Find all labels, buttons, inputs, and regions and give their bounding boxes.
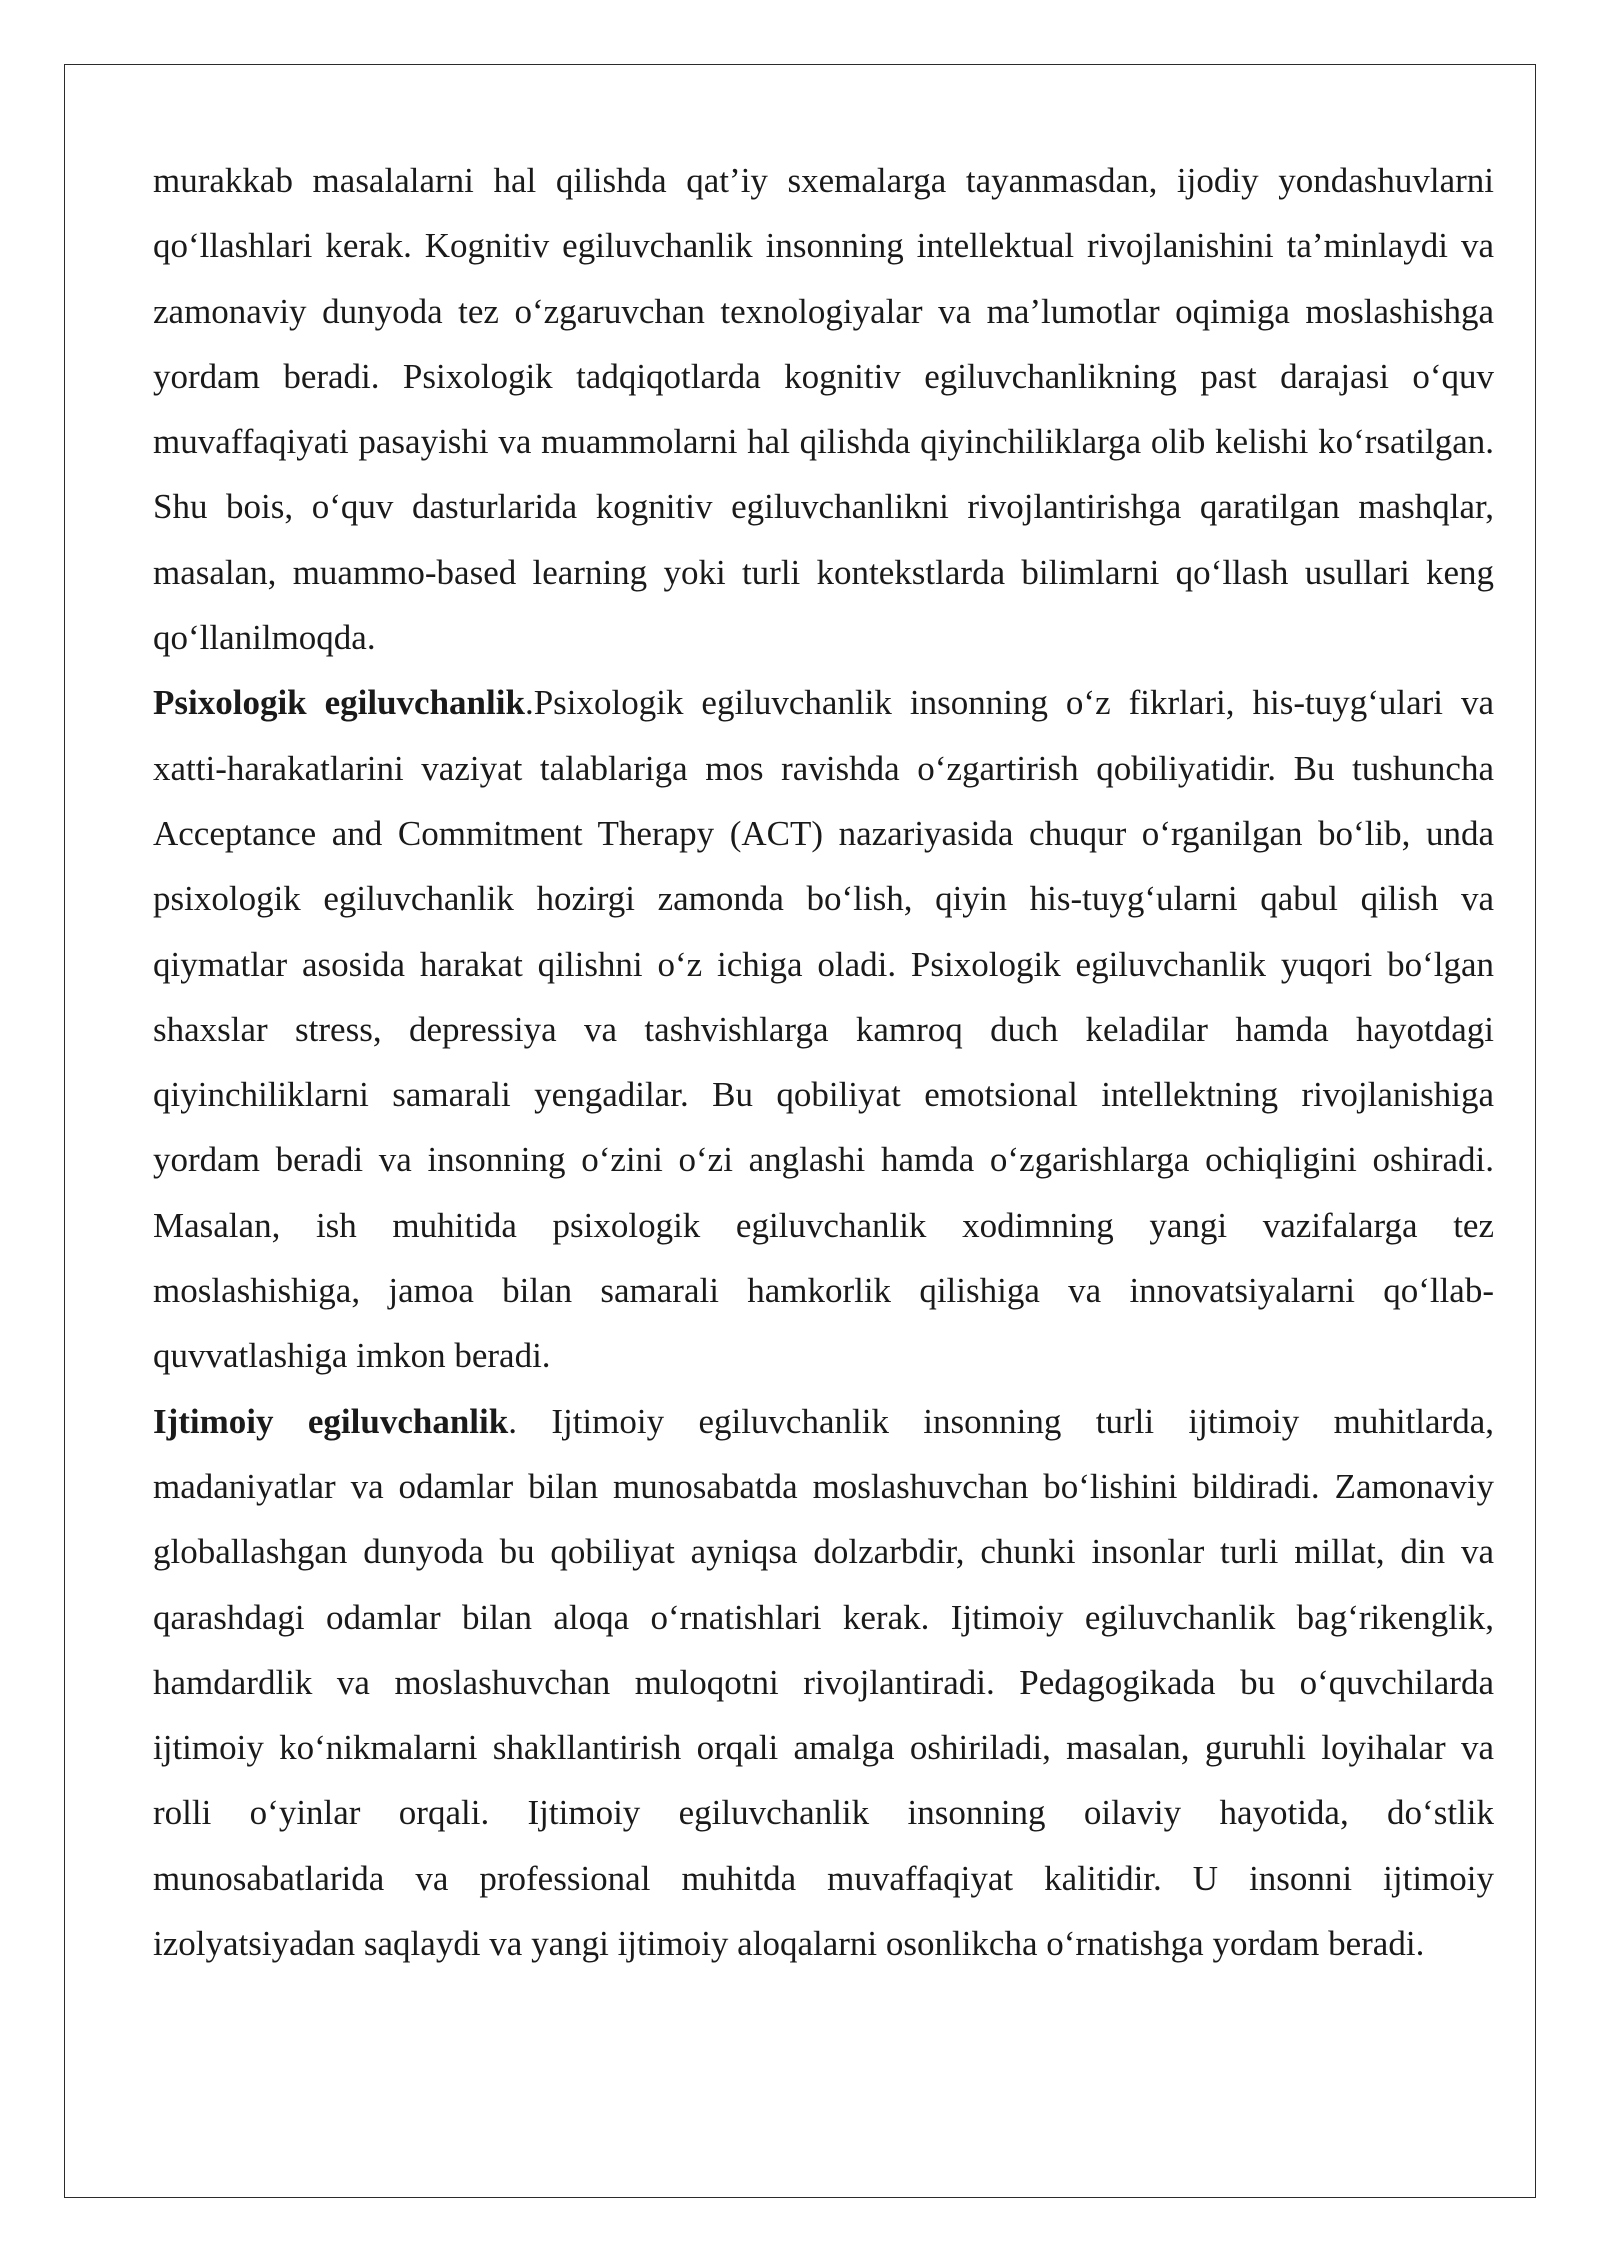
paragraph-psychological-flexibility — [153, 670, 1494, 1388]
paragraph-text: . Ijtimoiy egiluvchanlik insonning turli ijtimoiy muhitlarda, madaniyatlar va odamlar bilan munosabatda moslashuvchan bo‘lishini bildiradi. Zamonaviy globallashgan dunyoda bu qobiliyat ayniqsa dolzarbdir, chunki insonlar turli millat, din va qarashdagi odamlar bilan aloqa o‘rnatishlari kerak. Ijtimoiy egiluvchanlik bag‘rikenglik, hamdardlik va moslashuvchan muloqotni rivojlantiradi. Pedagogikada bu o‘quvchilarda ijtimoiy ko‘nikmalarni shakllantirish orqali amalga oshiriladi, masalan, guruhli loyihalar va rolli o‘yinlar orqali. Ijtimoiy egiluvchanlik insonning oilaviy hayotida, do‘stlik munosabatlarida va professional muhitda muvaffaqiyat kalitidir. U insonni ijtimoiy izolyatsiyadan saqlaydi va yangi ijtimoiy aloqalarni osonlikcha o‘rnatishga yordam beradi. — [153, 1401, 1494, 1964]
paragraph-cognitive-flexibility-continued — [153, 148, 1494, 670]
section-term: Ijtimoiy egiluvchanlik — [153, 1401, 509, 1441]
paragraph-text: .Psixologik egiluvchanlik insonning o‘z fikrlari, his-tuyg‘ulari va xatti-harakatlarini vaziyat talablariga mos ravishda o‘zgartirish qobiliyatidir. Bu tushuncha Acceptance and Commitment Therapy (ACT) nazariyasida chuqur o‘rganilgan bo‘lib, unda psixologik egiluvchanlik hozirgi zamonda bo‘lish, qiyin his-tuyg‘ularni qabul qilish va qiymatlar asosida harakat qilishni o‘z ichiga oladi. Psixologik egiluvchanlik yuqori bo‘lgan shaxslar stress, depressiya va tashvishlarga kamroq duch keladilar hamda hayotdagi qiyinchiliklarni samarali yengadilar. Bu qobiliyat emotsional intellektning rivojlanishiga yordam beradi va insonning o‘zini o‘zi anglashi hamda o‘zgarishlarga ochiqligini oshiradi. Masalan, ish muhitida psixologik egiluvchanlik xodimning yangi vazifalarga tez moslashishiga, jamoa bilan samarali hamkorlik qilishiga va innovatsiyalarni qo‘llab-quvvatlashiga imkon beradi. — [153, 683, 1494, 1376]
paragraph-social-flexibility — [153, 1389, 1494, 1977]
paragraph-text: murakkab masalalarni hal qilishda qat’iy sxemalarga tayanmasdan, ijodiy yondashuvlarni qo‘llashlari kerak. Kognitiv egiluvchanlik insonning intellektual rivojlanishini ta’minlaydi va zamonaviy dunyoda tez o‘zgaruvchan texnologiyalar va ma’lumotlar oqimiga moslashishga yordam beradi. Psixologik tadqiqotlarda kognitiv egiluvchanlikning past darajasi o‘quv muvaffaqiyati pasayishi va muammolarni hal qilishda qiyinchiliklarga olib kelishi ko‘rsatilgan. Shu bois, o‘quv dasturlarida kognitiv egiluvchanlikni rivojlantirishga qaratilgan mashqlar, masalan, muammo-based learning yoki turli kontekstlarda bilimlarni qo‘llash usullari keng qo‘llanilmoqda. — [153, 161, 1494, 658]
section-term: Psixologik egiluvchanlik — [153, 683, 525, 723]
document-body — [153, 148, 1494, 1976]
